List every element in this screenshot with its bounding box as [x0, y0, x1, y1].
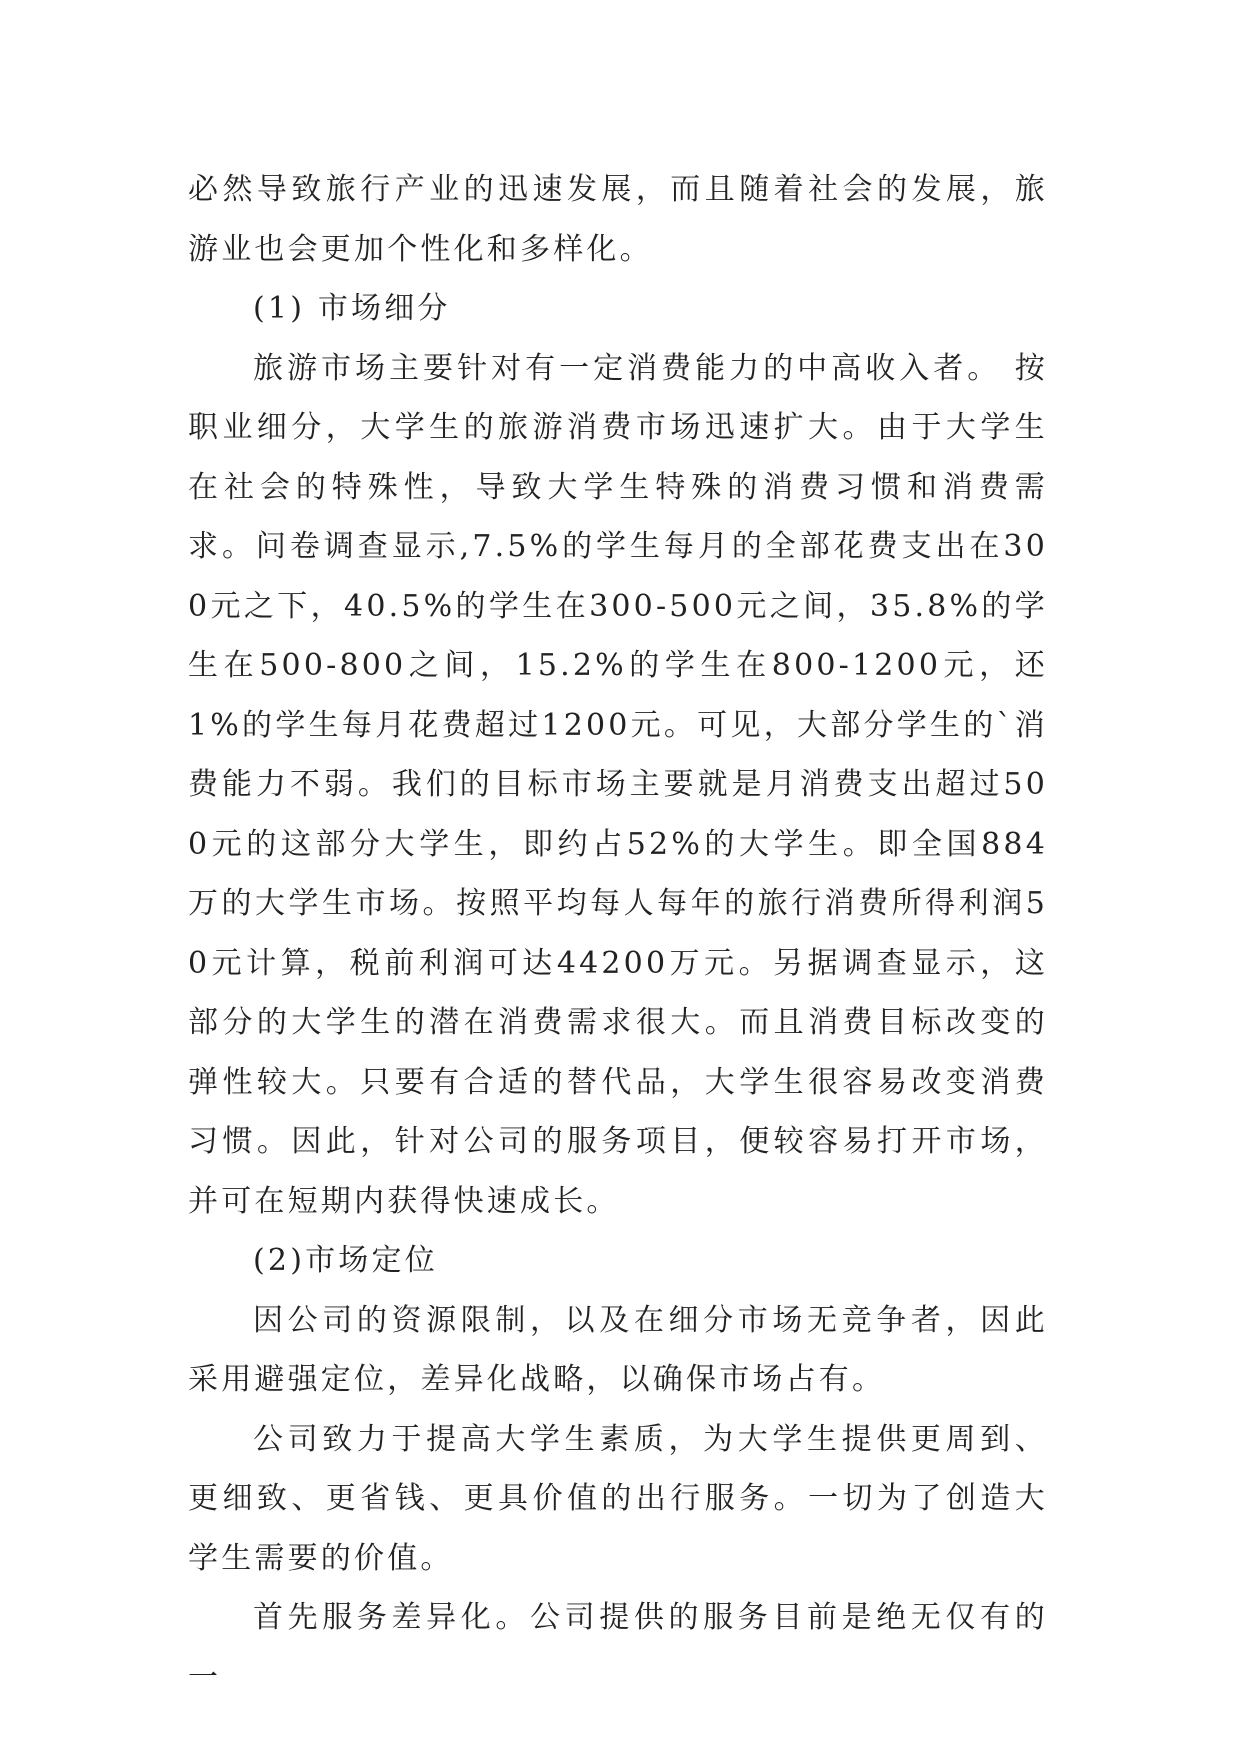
paragraph-company-mission: 公司致力于提高大学生素质，为大学生提供更周到、更细致、更省钱、更具价值的出行服务。一切为了创造大学生需要的价值。: [188, 1421, 1048, 1576]
paragraph-positioning-strategy: 因公司的资源限制，以及在细分市场无竞争者，因此采用避强定位，差异化战略，以确保市场占有。: [188, 1302, 1048, 1397]
section-heading-market-positioning: (2)市场定位: [253, 1243, 438, 1278]
document-body: [188, 160, 1048, 1707]
section-heading-market-segmentation: (1) 市场细分: [253, 291, 451, 326]
paragraph-continuation: 必然导致旅行产业的迅速发展，而且随着社会的发展，旅游业也会更加个性化和多样化。: [188, 172, 1048, 267]
paragraph-service-differentiation: 首先服务差异化。公司提供的服务目前是绝无仅有的一: [188, 1600, 1048, 1695]
paragraph-market-segmentation: 旅游市场主要针对有一定消费能力的中高收入者。 按职业细分，大学生的旅游消费市场迅速扩大。由于大学生在社会的特殊性，导致大学生特殊的消费习惯和消费需求。问卷调查显示,7.5%的学生每月的全部花费支出在300元之下，40.5%的学生在300-500元之间，35.8%的学生在500-800之间，15.2%的学生在800-1200元，还1%的学生每月花费超过1200元。可见，大部分学生的`消费能力不弱。我们的目标市场主要就是月消费支出超过500元的这部分大学生，即约占52%的大学生。即全国884万的大学生市场。按照平均每人每年的旅行消费所得利润50元计算，税前利润可达44200万元。另据调查显示，这部分的大学生的潜在消费需求很大。而且消费目标改变的弹性较大。只要有合适的替代品，大学生很容易改变消费习惯。因此，针对公司的服务项目，便较容易打开市场，并可在短期内获得快速成长。: [188, 350, 1048, 1219]
